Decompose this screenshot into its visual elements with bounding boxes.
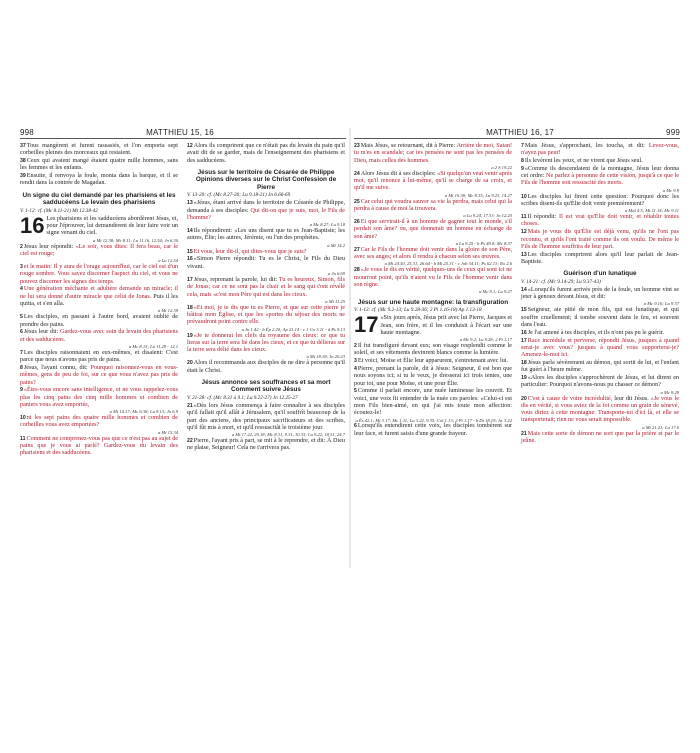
cross-reference: a Mt 12.38; Mc 8.11; Lu 11.16, 12.54; Jn 6.30 <box>93 237 178 243</box>
verse <box>521 229 679 251</box>
verse-text: «Six jours après, Jésus prit avec lui Pierre, Jacques et Jean, son frère, et il les conduisit à l'écart sur une haute montagne. <box>380 315 512 336</box>
words-of-jesus: Levez-vous, n'ayez pas peur! <box>521 143 679 157</box>
left-running-head <box>20 128 346 139</box>
verse-number: 37 <box>20 143 26 149</box>
verse-text: Ils répondirent: «Les uns disent que tu es Jean-Baptiste; les autres, Élie; les autres, Jérémie, ou l'un des prophètes. <box>187 228 345 242</box>
verse <box>521 252 679 267</box>
words-of-jesus: Une génération méchante et adultère demande un miracle; il ne lui sera donné d'autre miracle que celui de Jonas. <box>20 286 178 300</box>
cross-reference: a Mt 17.22, 20.18; Mc 8.31, 9.31, 10.33; Lu 9.22, 18.31, 24.7 <box>231 432 345 438</box>
verse-text: Lorsqu'ils entendirent cette voix, les disciples tombèrent sur leur face, et furent saisis d'une grande frayeur. <box>354 423 512 437</box>
section-heading: Jésus sur le territoire de Césarée de Philippe Opinions diverses sur le Christ Confession de Pierre <box>195 168 337 191</box>
verse-number: 19 <box>521 375 527 382</box>
verse-text: Puis il les quitta, et s'en alla. <box>20 293 179 308</box>
verse-number: 4 <box>20 286 23 293</box>
verse <box>354 143 512 170</box>
cross-reference: a Mt 11.25 <box>325 298 345 304</box>
verse-number: 15 <box>521 307 527 314</box>
verse-number: 9 <box>20 387 23 394</box>
words-of-jesus: «Êtes-vous encore sans intelligence, et ne vous rappelez-vous plus les cinq pains des cinq mille hommes et combien de paniers vous avez emportés, <box>20 387 178 408</box>
verse <box>187 143 345 165</box>
words-of-jesus: Arrière de moi, Satan! tu m'es en scandale; car tes pensées ne sont pas les pensées de Dieu, mais celles des hommes. <box>354 143 512 164</box>
cross-reference: a 2 S 19.22 <box>491 164 512 170</box>
verse <box>187 256 345 276</box>
parallel-passages: V. 21-28: cf. (Mc 8.31 à 9.1; Lu 9.22-27) Jn 12.25-27 <box>187 394 298 401</box>
words-of-jesus: Mais cette sorte de démon ne sort que par la prière et par le jeûne. <box>521 430 679 444</box>
cross-reference: a Mt 12.39 <box>157 308 178 314</box>
verse <box>521 287 679 307</box>
cross-reference: a Mt 21.21; Lu 17.6 <box>642 424 679 430</box>
verse <box>187 249 345 256</box>
verse-number: 7 <box>521 143 524 149</box>
left-column-1 <box>20 143 178 458</box>
verse-number: 15 <box>187 248 193 255</box>
verse-text: Tous mangèrent et furent rassasiés, et l'on emporta sept corbeilles pleines des morceaux qui restaient. <box>20 143 178 157</box>
verse-number: 21 <box>521 430 527 437</box>
right-running-head <box>354 128 680 139</box>
cross-reference: a Mc 8.27; Lu 9.18 <box>309 222 345 228</box>
cross-reference: a Mt 24.30, 25.31, 26.64 - b Mt 25.31 - c Job 34.11; Ps 62.13; Ro 2.6 <box>384 261 512 267</box>
verse-text: Et voici, Moïse et Élie leur apparurent, s'entretenant avec lui. <box>357 358 509 365</box>
verse <box>187 403 345 438</box>
verse <box>521 166 679 193</box>
verse <box>521 307 679 329</box>
verse-number: 12 <box>187 143 193 149</box>
verse <box>20 415 178 435</box>
page-number-left: 998 <box>20 128 34 137</box>
verse-text: Jésus, reprenant la parole, lui dit: <box>193 276 278 283</box>
verse <box>187 305 345 332</box>
verse-text: Mais Jésus, s'approchant, les toucha, et dit: <box>524 143 645 149</box>
verse-number: 17 <box>521 337 527 344</box>
verse-number: 7 <box>20 349 23 356</box>
verse <box>521 194 679 214</box>
verse-number: 2 <box>20 243 23 250</box>
verse <box>20 244 178 264</box>
words-of-jesus: Race incrédule et perverse, répondit Jésus, jusques à quand serai-je avec vous? jusques à quand vous supporterai-je? Amenez-le-moi ici. <box>521 337 679 359</box>
verse <box>521 330 679 337</box>
verse <box>20 286 178 313</box>
verse-text: Ils levèrent les yeux, et ne virent que Jésus seul. <box>524 158 643 165</box>
verse <box>187 438 345 453</box>
verse <box>521 338 679 360</box>
section-heading: Jésus sur une haute montagne: la transfiguration <box>357 298 509 306</box>
right-column-1 <box>354 143 512 446</box>
chapter-number: 17 <box>354 312 379 338</box>
cross-reference: a Mc 9.16; Lu 9.37 <box>643 301 679 307</box>
words-of-jesus: et le matin: Il y aura de l'orage aujourd'hui, car le ciel est d'un rouge sombre. Vous savez discerner l'aspect du ciel, et vous ne pouvez discerner les signes des temps. <box>20 264 178 285</box>
section-heading: Jésus annonce ses souffrances et sa mort Comment suivre Jésus <box>201 378 331 394</box>
left-column-2 <box>187 143 345 458</box>
verse <box>354 358 512 365</box>
verse-number: 14 <box>187 228 193 235</box>
running-title-left: MATTHIEU 15, 16 <box>146 128 214 137</box>
verse <box>354 388 512 423</box>
verse-number: 3 <box>20 264 23 271</box>
verse-number: 13 <box>187 200 193 207</box>
cross-reference: a Mt 14.17; Mc 6.38; Lu 9.13; Jn 6.9 <box>109 409 178 415</box>
verse <box>354 199 512 219</box>
words-of-jesus: Mais je vous dis qu'Élie est déjà venu, qu'ils ne l'ont pas reconnu, et qu'ils l'ont traité comme ils ont voulu. De même le Fils de l'homme souffrira de leur part. <box>521 229 679 250</box>
verse-number: 20 <box>521 395 527 402</box>
words-of-jesus: Ne parlez à personne de cette vision, jusqu'à ce que le Fils de l'homme soit ressuscité des morts. <box>521 173 679 187</box>
words-of-jesus: ni les sept pains des quatre mille hommes et combien de corbeilles vous avez emportées? <box>20 415 178 429</box>
verse-number: 18 <box>521 359 527 366</box>
verse <box>20 212 178 243</box>
verse-number: 3 <box>354 358 357 365</box>
verse <box>354 247 512 267</box>
verse-number: 25 <box>354 198 360 205</box>
verse-text: «Lorsqu'ils furent arrivés près de la foule, un homme vint se jeter à genoux devant Jésus, et dit: <box>521 286 679 301</box>
verse-number: 8 <box>20 364 23 371</box>
verse-text: Alors il recommanda aux disciples de ne dire à personne qu'il était le Christ. <box>187 360 345 374</box>
verse <box>354 171 512 198</box>
verse-text: Seigneur, aie pitié de mon fils, qui est lunatique, et qui souffre cruellement; il tombe souvent dans le feu, et souvent dans l'eau. <box>521 307 679 328</box>
cross-reference: a Mc 9.28 <box>660 389 679 395</box>
cross-reference: a Jn 6.69 <box>328 271 345 276</box>
verse-number: 9 <box>521 165 524 172</box>
right-column-2 <box>521 143 679 446</box>
cross-reference: a Mc 8.15; Lu 11.29 - 12.1 <box>128 343 178 349</box>
cross-reference: a És 42.1; Mt 3.17; Mc 1.11; Lu 3.22, 9.35; Col 1.13; 2 Pi 1.17 - b Dt 18.19; Ac 3.22 <box>355 417 512 423</box>
verse-number: 2 <box>354 343 357 350</box>
verse-number: 39 <box>20 173 26 180</box>
words-of-jesus: Il est vrai qu'Élie doit venir, et rétablir toutes choses. <box>521 214 679 228</box>
words-of-jesus: «Le soir, vous dites: Il fera beau, car le ciel est rouge; <box>20 243 178 257</box>
words-of-jesus: Qui dit-on que je suis, moi, le Fils de l'homme? <box>187 207 345 221</box>
words-of-jesus: C'est à cause de votre incrédulité, <box>527 395 613 402</box>
verse <box>521 143 679 158</box>
verse-text: Alors ils comprirent que ce n'était pas du levain du pain qu'il avait dit de se garder, mais de l'enseignement des pharisiens et des sadducéens. <box>187 143 345 164</box>
verse-text: Les disciples, en passant à l'autre bord, avaient oublié de prendre des pains. <box>20 314 178 328</box>
verse <box>20 173 178 188</box>
words-of-jesus: «Si quelqu'un veut venir après moi, qu'il renonce à lui-même, qu'il se charge de sa croix, et qu'il me suive. <box>354 170 512 192</box>
cross-reference: a Lu 12.54 <box>158 258 178 264</box>
verse-number: 13 <box>521 251 527 258</box>
section-heading: Un signe du ciel demandé par les pharisiens et les sadducéens Le levain des pharisiens <box>22 191 176 207</box>
cross-reference: a Mt 14.2 <box>327 242 345 248</box>
verse-number: 5 <box>20 314 23 321</box>
verse <box>521 158 679 165</box>
verse <box>354 312 512 343</box>
verse-number: 16 <box>187 256 193 263</box>
words-of-jesus: «Je vous le dis en vérité, si vous aviez de la foi comme un grain de sénevé, vous diriez à cette montagne: Transporte-toi d'ici là, et elle se transporterait; rien ne vous serait impossible. <box>521 395 679 424</box>
cross-reference: a Mt 10.38; Mc 8.35; Lu 9.23, 14.27 <box>444 192 512 198</box>
verse-text: Ensuite, il renvoya la foule, monta dans la barque, et il se rendit dans la contrée de Magadan. <box>20 173 178 187</box>
verse-number: 23 <box>354 143 360 149</box>
verse <box>20 365 178 387</box>
verse <box>521 431 679 446</box>
verse <box>354 219 512 246</box>
verse-number: 4 <box>354 365 357 372</box>
right-page <box>354 128 680 568</box>
verse-number: 20 <box>187 360 193 367</box>
cross-reference: a Lu 9.24, 17.33; Jn 12.25 <box>463 213 512 219</box>
verse <box>20 314 178 329</box>
verse-number: 6 <box>354 423 357 430</box>
verse-number: 14 <box>521 286 527 293</box>
cross-reference: a Mc 9.9 <box>662 187 679 193</box>
cross-reference: a Mt 15.34 <box>157 429 178 435</box>
verse <box>20 387 178 414</box>
verse <box>354 343 512 358</box>
words-of-jesus: «Et moi, je te dis que tu es Pierre, et que sur cette pierre je bâtirai mon Église, et que les «portes du séjour des morts ne prévaudront point contre elle. <box>187 304 345 326</box>
cross-reference: a Mal 4.5; Mt 11.14; Mc 9.11 <box>624 208 679 214</box>
verse-number: 22 <box>187 438 193 444</box>
cross-reference: a Lu 9.25 - b Ps 49.8; Mc 8.37 <box>455 240 512 246</box>
section-heading: Guérison d'un lunatique <box>563 270 637 278</box>
verse <box>187 360 345 375</box>
verse-text: Comme il parlait encore, une nuée lumineuse les couvrit. Et voici, une voix fit entendre de la nuée ces paroles: «Celui-ci est mon Fils bien-aimé, en qui j'ai mis toute mon affection: écoutez-le! <box>354 388 512 417</box>
verse-text: Jésus parla sévèrement au démon, qui sortit de lui, et l'enfant fut guéri à l'heure même. <box>521 359 679 374</box>
verse-text: Pierre, prenant la parole, dit à Jésus: Seigneur, il est bon que nous soyons ici; si tu le veux, je dresserai ici trois tentes, une pour toi, une pour Moïse, et une pour Élie. <box>354 365 512 387</box>
verse <box>20 143 178 158</box>
verse-text: leur dit Jésus. <box>612 395 649 402</box>
book-gutter <box>349 128 351 568</box>
verse <box>20 329 178 349</box>
verse-number: 11 <box>20 435 26 442</box>
parallel-passages: V. 1-12: cf. (Mc 8.11-21) Mt 12.38-42 <box>20 207 98 214</box>
verse-text: Jésus leur dit: <box>23 329 59 336</box>
verse-text: Les pharisiens et les sadducéens abordèrent Jésus, et, pour l'éprouver, lui demandèrent de leur faire voir un signe venant du ciel. <box>46 215 178 237</box>
verse <box>187 200 345 227</box>
verse <box>521 214 679 229</box>
verse-number: 27 <box>354 246 360 253</box>
parallel-passages: V. 13-20: cf. (Mc 8.27-30; Lu 9.18-21) Jn 6.66-69 <box>187 192 291 199</box>
verse-text: Il répondit: <box>527 214 557 221</box>
verse-number: 8 <box>521 158 524 165</box>
verse-text: Les disciples comprirent alors qu'il leur parlait de Jean-Baptiste. <box>521 251 679 265</box>
verse <box>20 436 178 458</box>
cross-reference: a Mc 9.2; Lu 9.28; 2 Pi 1.17 <box>459 337 512 343</box>
verse-text: Pierre, l'ayant pris à part, se mit à le reprendre, et dit: À Dieu ne plaise, Seigneur! Cela ne t'arrivera pas. <box>187 438 345 452</box>
verse-number: 17 <box>187 276 193 283</box>
verse <box>187 333 345 360</box>
cross-reference: a Mt 18.18; Jn 20.23 <box>306 354 345 360</box>
verse-number: 21 <box>187 402 193 409</box>
verse-number: 19 <box>187 332 193 339</box>
words-of-jesus: Car le Fils de l'homme doit venir dans la gloire de son Père, avec ses anges; et alors il rendra à chacun selon ses œuvres. <box>354 246 512 261</box>
verse <box>354 423 512 438</box>
words-of-jesus: Gardez-vous avec soin du levain des pharisiens et des sadducéens. <box>20 329 178 343</box>
parallel-passages: V. 1-13: cf. (Mc 9.2-13; Lu 9.28-36; 2 Pi 1.16-18) Ap 1.13-18 <box>354 307 482 314</box>
verse-number: 6 <box>20 329 23 336</box>
verse <box>187 277 345 304</box>
verse-number: 12 <box>521 229 527 236</box>
verse-text: Je l'ai amené à tes disciples, et ils n'ont pas pu le guérir. <box>527 329 665 336</box>
words-of-jesus: «Je vous le dis en vérité, quelques-uns de ceux qui sont ici ne mourront point, qu'ils n'aient vu le Fils de l'homme venir dans son règne. <box>354 267 512 288</box>
verse-number: 26 <box>354 219 360 226</box>
verse-text: «Simon Pierre répondit: Tu es le Christ, le Fils du Dieu vivant. <box>187 256 345 270</box>
chapter-number: 16 <box>20 212 45 238</box>
verse <box>20 350 178 365</box>
words-of-jesus: Pourquoi raisonnez-vous en vous-mêmes, gens de peu de foi, sur ce que vous n'avez pas pris de pains? <box>20 364 178 386</box>
verse-text: «Comme ils descendaient de la montagne, Jésus leur donna cet ordre: <box>521 165 679 180</box>
words-of-jesus: Car celui qui voudra sauver sa vie la perdra, mais celui qui la perdra à cause de moi la trouvera. <box>354 198 512 212</box>
verse-text: Les disciples lui firent cette question: Pourquoi donc les scribes disent-ils qu'Élie doit venir premièrement? <box>521 193 679 207</box>
verse-text: Jésus, l'ayant connu, dit: <box>23 364 88 371</box>
cross-reference: a Jn 1.42 - b Ép 2.20; Ap 21.14 - c 1 Co 3.11 - d Ps 9.13 <box>241 326 345 332</box>
parallel-passages: V. 14-21: cf. (Mc 9.14-29; Lu 9.37-43) <box>521 278 601 285</box>
verse-text: Mais Jésus, se retournant, dit à Pierre: <box>360 143 456 149</box>
verse <box>354 366 512 388</box>
verse-number: 28 <box>354 267 360 274</box>
words-of-jesus: Tu es heureux, Simon, fils de Jonas; car ce ne sont pas la chair et le sang qui t'ont révélé cela, mais «c'est mon Père qui est dans les cieux. <box>187 276 345 298</box>
verse-text: Ceux qui avaient mangé étaient quatre mille hommes, sans les femmes et les enfants. <box>20 158 178 172</box>
words-of-jesus: Et que servirait-il à un homme de gagner tout le monde, s'il perdait son âme? ou, que donnerait un homme en échange de son âme? <box>354 219 512 240</box>
verse-number: 18 <box>187 304 193 311</box>
verse-text: Jésus leur répondit: <box>23 243 74 250</box>
verse <box>521 360 679 375</box>
verse <box>187 228 345 248</box>
verse <box>20 158 178 173</box>
verse-number: 10 <box>521 193 527 200</box>
verse-number: 11 <box>521 214 527 221</box>
verse-number: 5 <box>354 388 357 395</box>
running-title-right: MATTHIEU 16, 17 <box>486 128 554 137</box>
verse-number: 38 <box>20 158 26 165</box>
verse <box>521 396 679 431</box>
verse-text: «Alors les disciples s'approchèrent de Jésus, et lui dirent en particulier: Pourquoi n'avons-nous pu chasser ce démon? <box>521 375 679 389</box>
verse-text: Les disciples raisonnaient en eux-mêmes, et disaient: C'est parce que nous n'avons pas pris de pains. <box>20 349 178 364</box>
verse-text: «Dès lors Jésus commença à faire connaître à ses disciples qu'il fallait qu'il allât à Jérusalem, qu'il souffrît beaucoup de la part des anciens, des principaux sacrificateurs et des scribes, qu'il fût mis à mort, et qu'il ressuscitât le troisième jour. <box>187 402 345 431</box>
words-of-jesus: «Je te donnerai les clefs du royaume des cieux: ce que tu lieras sur la terre sera lié dans les cieux, et ce que tu délieras sur la terre sera délié dans les cieux. <box>187 332 345 354</box>
verse <box>20 264 178 286</box>
verse-number: 10 <box>20 415 26 422</box>
verse-text: Alors Jésus dit à ses disciples: <box>360 170 436 177</box>
left-page <box>20 128 346 568</box>
verse-number: 16 <box>521 329 527 336</box>
words-of-jesus: Et vous, leur dit-il, qui dites-vous que je suis? <box>193 248 307 255</box>
verse-text: Il fut transfiguré devant eux; son visage resplendit comme le soleil, et ses vêtements devinrent blancs comme la lumière. <box>354 343 512 357</box>
verse-number: 24 <box>354 170 360 177</box>
verse <box>521 375 679 395</box>
verse-text: «Jésus, étant arrivé dans le territoire de Césarée de Philippe, demanda à ses disciples: <box>187 200 345 214</box>
cross-reference: a Mc 9.1; Lu 9.27 <box>479 289 512 295</box>
verse <box>354 267 512 294</box>
words-of-jesus: Comment ne comprenez-vous pas que ce n'est pas au sujet de pains que je vous ai parlé? Gardez-vous du levain des pharisiens et des sadducéens. <box>20 435 178 457</box>
page-number-right: 999 <box>666 128 680 137</box>
